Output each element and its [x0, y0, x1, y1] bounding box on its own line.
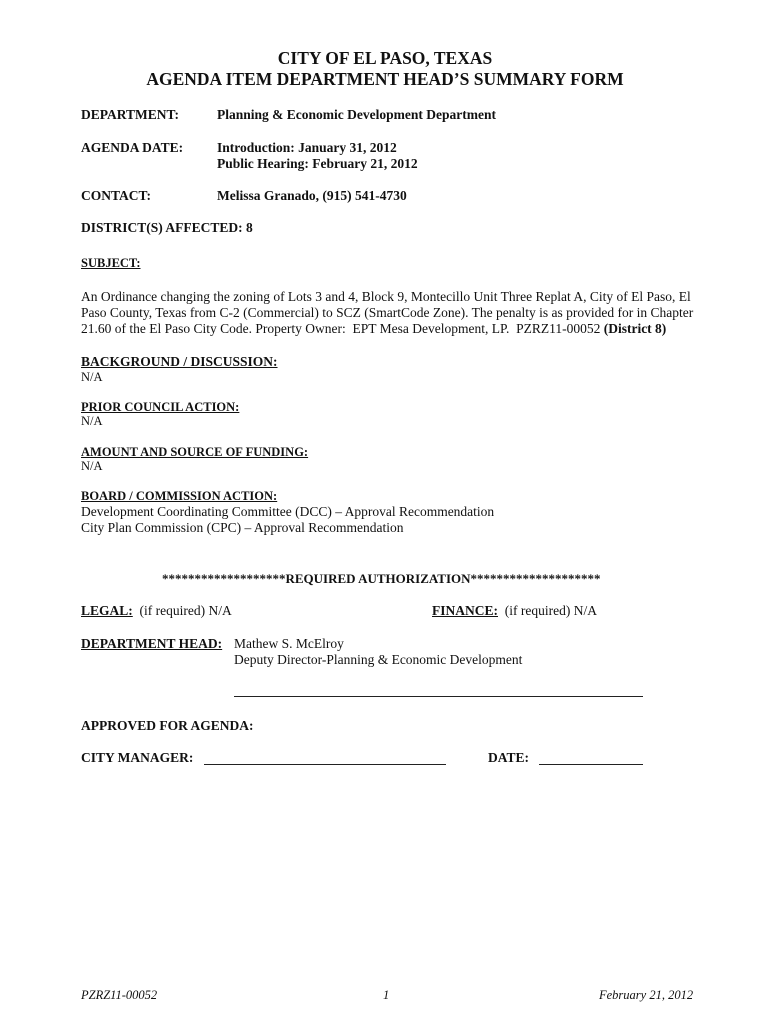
date-label: DATE: — [488, 750, 530, 765]
department-head-label: DEPARTMENT HEAD: — [81, 636, 223, 651]
city-manager-label: CITY MANAGER: — [81, 750, 194, 765]
finance-row — [432, 603, 597, 619]
board-heading: BOARD / COMMISSION ACTION: — [81, 489, 278, 503]
introduction-date: Introduction: January 31, 2012 — [217, 140, 397, 155]
board-line-1: Development Coordinating Committee (DCC) – Approval Recommendation — [81, 504, 495, 519]
districts-affected: DISTRICT(S) AFFECTED: 8 — [81, 220, 253, 235]
department-head-name: Mathew S. McElroy — [234, 636, 344, 651]
form-title-city: CITY OF EL PASO, TEXAS — [277, 48, 493, 68]
subject-line-2: Paso County, Texas from C-2 (Commercial) to SCZ (SmartCode Zone). The penalty is as provided for in Chapter — [81, 305, 694, 320]
subject-line-1: An Ordinance changing the zoning of Lots 3 and 4, Block 9, Montecillo Unit Three Replat A, City of El Paso, El — [81, 289, 691, 304]
legal-value: (if required) N/A — [132, 603, 232, 618]
public-hearing-date: Public Hearing: February 21, 2012 — [217, 156, 418, 171]
footer-case-number: PZRZ11-00052 — [81, 988, 158, 1002]
form-title-summary: AGENDA ITEM DEPARTMENT HEAD’S SUMMARY FORM — [146, 69, 624, 89]
signature-line[interactable] — [234, 696, 643, 697]
background-heading: BACKGROUND / DISCUSSION: — [81, 354, 278, 369]
legal-label: LEGAL: — [81, 603, 133, 618]
city-manager-signature-line[interactable] — [204, 764, 446, 765]
subject-line-3 — [81, 321, 666, 337]
finance-label: FINANCE: — [432, 603, 498, 618]
prior-council-value: N/A — [81, 414, 103, 428]
subject-district: (District 8) — [603, 321, 667, 336]
finance-value: (if required) N/A — [498, 603, 597, 618]
contact-value: Melissa Granado, (915) 541-4730 — [217, 188, 407, 203]
subject-heading: SUBJECT: — [81, 256, 141, 270]
department-value: Planning & Economic Development Department — [217, 107, 496, 122]
legal-row — [81, 603, 232, 619]
subject-line-3-text: 21.60 of the El Paso City Code. Property Owner: EPT Mesa Development, LP. PZRZ11-00052 — [81, 321, 604, 336]
funding-value: N/A — [81, 459, 103, 473]
date-line[interactable] — [539, 764, 643, 765]
prior-council-heading: PRIOR COUNCIL ACTION: — [81, 400, 240, 414]
funding-heading: AMOUNT AND SOURCE OF FUNDING: — [81, 445, 309, 459]
footer-date: February 21, 2012 — [599, 988, 694, 1002]
footer-page-number: 1 — [383, 988, 390, 1002]
contact-label: CONTACT: — [81, 188, 151, 203]
approved-for-agenda: APPROVED FOR AGENDA: — [81, 718, 254, 733]
agenda-date-label: AGENDA DATE: — [81, 140, 184, 155]
department-label: DEPARTMENT: — [81, 107, 180, 122]
board-line-2: City Plan Commission (CPC) – Approval Recommendation — [81, 520, 404, 535]
background-value: N/A — [81, 370, 103, 384]
required-authorization: *******************REQUIRED AUTHORIZATION******************** — [162, 571, 601, 586]
department-head-title: Deputy Director-Planning & Economic Development — [234, 652, 523, 667]
